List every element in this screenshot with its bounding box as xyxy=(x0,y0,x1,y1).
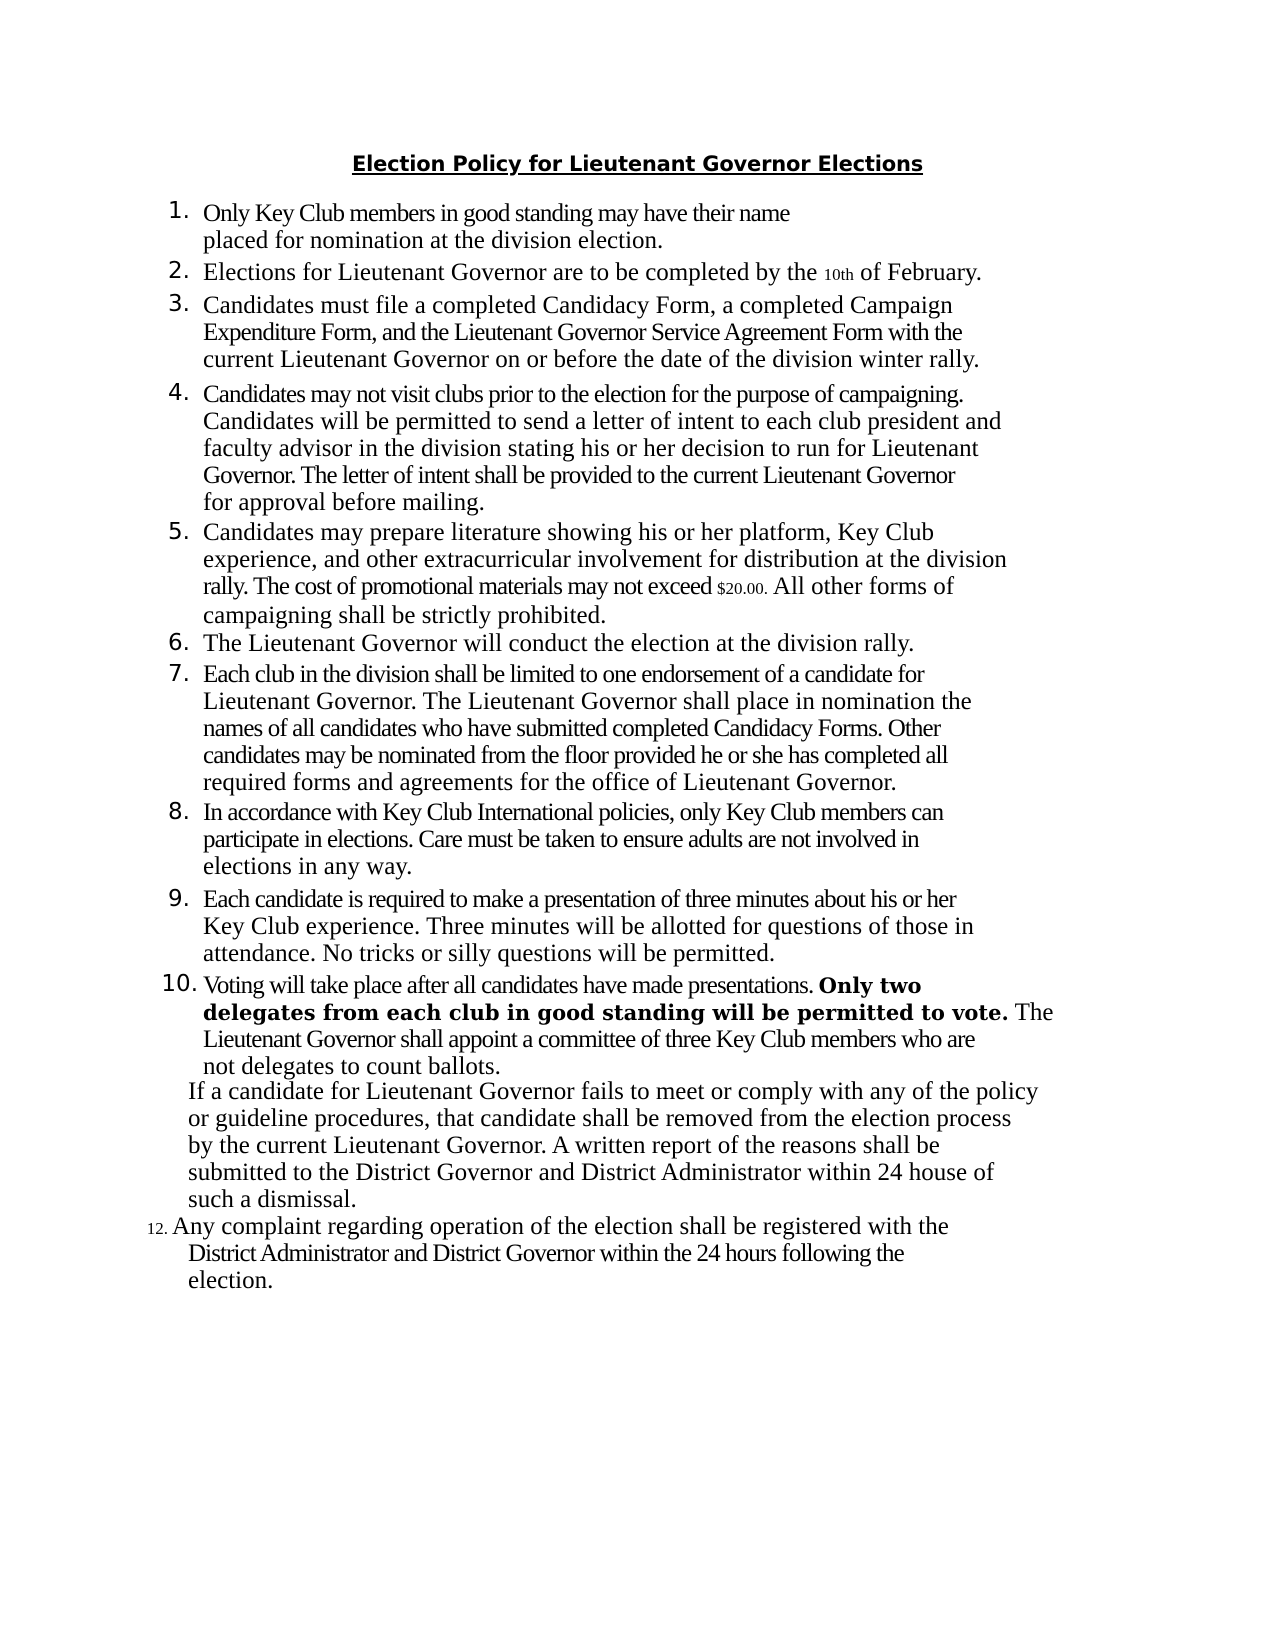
paragraph-line: by the current Lieutenant Governor. A written report of the reasons shall be xyxy=(188,1132,940,1159)
item-text-line: Candidates may prepare literature showing his or her platform, Key Club xyxy=(203,519,935,546)
item-text-line: Governor. The letter of intent shall be provided to the current Lieutenant Governor xyxy=(203,462,955,489)
item-number: 9. xyxy=(168,886,190,912)
item-number: 12. xyxy=(146,1219,168,1238)
paragraph-line: If a candidate for Lieutenant Governor fails to meet or comply with any of the policy xyxy=(188,1078,1039,1105)
item-text-line: placed for nomination at the division election. xyxy=(203,227,664,254)
item-number: 4. xyxy=(168,380,190,406)
item-text-line: not delegates to count ballots. xyxy=(203,1053,501,1080)
date-ordinal: 10th xyxy=(823,265,854,284)
item-text-line: District Administrator and District Governor within the 24 hours following the xyxy=(188,1240,904,1267)
item-text-line: Each candidate is required to make a presentation of three minutes about his or her xyxy=(203,886,956,913)
item-text: All other forms of xyxy=(768,573,955,600)
item-text-line: required forms and agreements for the office of Lieutenant Governor. xyxy=(203,769,897,796)
item-text-line: elections in any way. xyxy=(203,853,413,880)
item-text-line: Only Key Club members in good standing may have their name xyxy=(203,200,790,227)
item-text-line: Each club in the division shall be limited to one endorsement of a candidate for xyxy=(203,661,924,688)
item-text-line: Candidates will be permitted to send a letter of intent to each club president and xyxy=(203,408,1002,435)
item-text-line: candidates may be nominated from the floor provided he or she has completed all xyxy=(203,742,948,769)
item-text-line: The Lieutenant Governor will conduct the election at the division rally. xyxy=(203,630,915,657)
item-text-line: participate in elections. Care must be taken to ensure adults are not involved in xyxy=(203,826,919,853)
item-text-line: faculty advisor in the division stating his or her decision to run for Lieutenant xyxy=(203,435,979,462)
dismissal-paragraph xyxy=(188,1078,1088,1213)
item-number: 8. xyxy=(168,799,190,825)
item-text-line: for approval before mailing. xyxy=(203,489,485,516)
item-text-line: Lieutenant Governor shall appoint a committee of three Key Club members who are xyxy=(203,1026,975,1053)
item-number: 1. xyxy=(168,198,190,224)
item-text-line: Candidates must file a completed Candidacy Form, a completed Campaign xyxy=(203,292,953,319)
item-text-line: experience, and other extracurricular involvement for distribution at the division xyxy=(203,546,1007,573)
item-text: of February. xyxy=(853,259,983,286)
item-text-line: attendance. No tricks or silly questions will be permitted. xyxy=(203,940,776,967)
paragraph-line: such a dismissal. xyxy=(188,1186,357,1213)
item-text: Voting will take place after all candidates have made presentations. xyxy=(203,972,819,999)
item-text: rally. The cost of promotional materials may not exceed xyxy=(203,573,718,600)
item-text-line: names of all candidates who have submitted completed Candidacy Forms. Other xyxy=(203,715,941,742)
item-text-line: Candidates may not visit clubs prior to the election for the purpose of campaigning. xyxy=(203,381,964,408)
item-text-line: Expenditure Form, and the Lieutenant Governor Service Agreement Form with the xyxy=(203,319,962,346)
emphasis-text: Only two xyxy=(818,973,922,998)
item-text-line: current Lieutenant Governor on or before the date of the division winter rally. xyxy=(203,346,980,373)
item-number: 5. xyxy=(168,519,190,545)
item-text-line: Any complaint regarding operation of the election shall be registered with the xyxy=(172,1213,949,1240)
item-text-line: campaigning shall be strictly prohibited. xyxy=(203,602,607,629)
item-text-line: Lieutenant Governor. The Lieutenant Governor shall place in nomination the xyxy=(203,688,972,715)
item-text: The xyxy=(1008,999,1054,1026)
paragraph-line: or guideline procedures, that candidate shall be removed from the election process xyxy=(188,1105,1012,1132)
item-text-line: Key Club experience. Three minutes will be allotted for questions of those in xyxy=(203,913,974,940)
item-text: Elections for Lieutenant Governor are to be completed by the xyxy=(203,259,824,286)
item-number: 10. xyxy=(161,971,198,997)
paragraph-line: submitted to the District Governor and District Administrator within 24 house of xyxy=(188,1159,995,1186)
page-title: Election Policy for Lieutenant Governor Elections xyxy=(351,152,924,176)
item-text-line: In accordance with Key Club International policies, only Key Club members can xyxy=(203,799,944,826)
item-number: 3. xyxy=(168,291,190,317)
item-number: 2. xyxy=(168,258,190,284)
item-number: 6. xyxy=(168,630,190,656)
item-number: 7. xyxy=(168,661,190,687)
item-text-line: election. xyxy=(188,1267,274,1294)
cost-limit: $20.00. xyxy=(717,579,769,598)
emphasis-text: delegates from each club in good standing will be permitted to vote. xyxy=(203,1000,1009,1025)
